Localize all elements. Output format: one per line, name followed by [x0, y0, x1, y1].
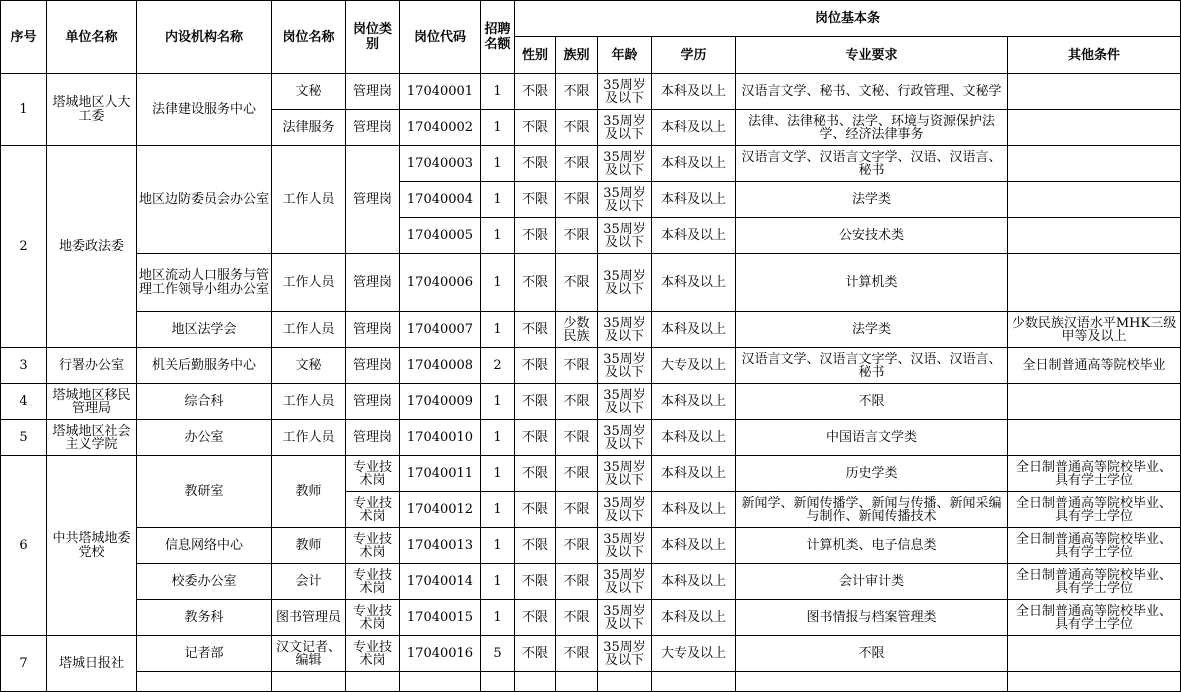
cell-post: 教师: [272, 528, 346, 564]
table-row: [1, 564, 1181, 600]
cell-unit: 地委政法委: [47, 146, 137, 348]
cell-age: 35周岁及以下: [598, 348, 652, 384]
cell-empty: [556, 672, 598, 692]
cell-post: 教师: [272, 456, 346, 528]
cell-major: 法律、法律秘书、法学、环境与资源保护法学、经济法律事务: [736, 110, 1008, 146]
cell-age: 35周岁及以下: [598, 456, 652, 492]
cell-ethnic: 不限: [556, 564, 598, 600]
cell-major: 汉语言文学、汉语言文字学、汉语、汉语言、秘书: [736, 146, 1008, 182]
cell-major: 计算机类: [736, 254, 1008, 312]
cell-major: 汉语言文学、秘书、文秘、行政管理、文秘学: [736, 74, 1008, 110]
cell-other: [1008, 384, 1181, 420]
table-row: [1, 636, 1181, 672]
cell-code: 17040009: [400, 384, 481, 420]
cell-dept: 法律建设服务中心: [137, 74, 272, 146]
cell-gender: 不限: [515, 182, 556, 218]
cell-major: 中国语言文学类: [736, 420, 1008, 456]
cell-quota: 1: [481, 312, 515, 348]
table-row: [1, 348, 1181, 384]
cell-unit: 中共塔城地委党校: [47, 456, 137, 636]
cell-other: [1008, 420, 1181, 456]
cell-code: 17040002: [400, 110, 481, 146]
cell-edu: 本科及以上: [652, 456, 736, 492]
table-row: [1, 384, 1181, 420]
cell-major: 法学类: [736, 182, 1008, 218]
cell-empty: [1008, 672, 1181, 692]
cell-other: 全日制普通高等院校毕业、具有学士学位: [1008, 564, 1181, 600]
header-basic: 岗位基本条: [515, 1, 1181, 37]
cell-quota: 1: [481, 384, 515, 420]
cell-edu: 本科及以上: [652, 254, 736, 312]
cell-code: 17040006: [400, 254, 481, 312]
cell-age: 35周岁及以下: [598, 636, 652, 672]
cell-ethnic: 不限: [556, 636, 598, 672]
cell-post: 法律服务: [272, 110, 346, 146]
cell-empty: [736, 672, 1008, 692]
cell-quota: 2: [481, 348, 515, 384]
cell-major: 法学类: [736, 312, 1008, 348]
header-ethnic: 族别: [556, 37, 598, 74]
cell-age: 35周岁及以下: [598, 74, 652, 110]
cell-edu: 大专及以上: [652, 636, 736, 672]
cell-other: 全日制普通高等院校毕业: [1008, 348, 1181, 384]
header-post-code: 岗位代码: [400, 1, 481, 74]
cell-age: 35周岁及以下: [598, 384, 652, 420]
cell-seq: 3: [1, 348, 47, 384]
cell-empty: [346, 672, 400, 692]
header-other: 其他条件: [1008, 37, 1181, 74]
table-row: [1, 528, 1181, 564]
table-row: [1, 672, 1181, 692]
cell-edu: 本科及以上: [652, 600, 736, 636]
cell-age: 35周岁及以下: [598, 110, 652, 146]
cell-empty: [272, 672, 346, 692]
cell-type: 管理岗: [346, 384, 400, 420]
cell-quota: 1: [481, 564, 515, 600]
cell-dept: 地区边防委员会办公室: [137, 146, 272, 254]
cell-code: 17040007: [400, 312, 481, 348]
cell-age: 35周岁及以下: [598, 312, 652, 348]
cell-gender: 不限: [515, 312, 556, 348]
cell-other: [1008, 636, 1181, 672]
header-dept: 内设机构名称: [137, 1, 272, 74]
cell-dept: 教务科: [137, 600, 272, 636]
cell-ethnic: 不限: [556, 456, 598, 492]
header-post-type: 岗位类别: [346, 1, 400, 74]
cell-gender: 不限: [515, 348, 556, 384]
header-unit: 单位名称: [47, 1, 137, 74]
cell-other: [1008, 110, 1181, 146]
cell-empty: [598, 672, 652, 692]
cell-age: 35周岁及以下: [598, 564, 652, 600]
table-row: [1, 600, 1181, 636]
table-row: [1, 312, 1181, 348]
cell-age: 35周岁及以下: [598, 492, 652, 528]
cell-gender: 不限: [515, 74, 556, 110]
cell-edu: 本科及以上: [652, 110, 736, 146]
cell-seq: 1: [1, 74, 47, 146]
table-row: [1, 420, 1181, 456]
cell-quota: 1: [481, 420, 515, 456]
cell-edu: 本科及以上: [652, 528, 736, 564]
header-seq: 序号: [1, 1, 47, 74]
cell-seq: 5: [1, 420, 47, 456]
cell-edu: 本科及以上: [652, 492, 736, 528]
cell-unit: 塔城日报社: [47, 636, 137, 692]
cell-post: 工作人员: [272, 146, 346, 254]
cell-gender: 不限: [515, 146, 556, 182]
table-row: [1, 254, 1181, 312]
cell-quota: 1: [481, 456, 515, 492]
cell-major: 新闻学、新闻传播学、新闻与传播、新闻采编与制作、新闻传播技术: [736, 492, 1008, 528]
cell-type: 专业技术岗: [346, 456, 400, 492]
header-gender: 性别: [515, 37, 556, 74]
cell-post: 工作人员: [272, 384, 346, 420]
cell-edu: 大专及以上: [652, 348, 736, 384]
cell-post: 文秘: [272, 348, 346, 384]
cell-age: 35周岁及以下: [598, 600, 652, 636]
cell-unit: 行署办公室: [47, 348, 137, 384]
cell-empty: [652, 672, 736, 692]
cell-type: 管理岗: [346, 348, 400, 384]
cell-ethnic: 不限: [556, 218, 598, 254]
cell-major: 会计审计类: [736, 564, 1008, 600]
cell-edu: 本科及以上: [652, 182, 736, 218]
cell-post: 工作人员: [272, 254, 346, 312]
table-row: [1, 74, 1181, 110]
header-age: 年龄: [598, 37, 652, 74]
cell-gender: 不限: [515, 564, 556, 600]
cell-ethnic: 不限: [556, 348, 598, 384]
cell-gender: 不限: [515, 528, 556, 564]
cell-type: 管理岗: [346, 312, 400, 348]
cell-ethnic: 不限: [556, 182, 598, 218]
cell-ethnic: 不限: [556, 528, 598, 564]
cell-age: 35周岁及以下: [598, 528, 652, 564]
cell-empty: [515, 672, 556, 692]
cell-major: 历史学类: [736, 456, 1008, 492]
cell-quota: 1: [481, 182, 515, 218]
cell-edu: 本科及以上: [652, 384, 736, 420]
cell-other: 全日制普通高等院校毕业、具有学士学位: [1008, 456, 1181, 492]
header-edu: 学历: [652, 37, 736, 74]
cell-dept: 综合科: [137, 384, 272, 420]
header-major: 专业要求: [736, 37, 1008, 74]
cell-code: 17040001: [400, 74, 481, 110]
cell-type: 管理岗: [346, 146, 400, 254]
cell-unit: 塔城地区社会主义学院: [47, 420, 137, 456]
cell-quota: 1: [481, 146, 515, 182]
cell-seq: 6: [1, 456, 47, 636]
cell-edu: 本科及以上: [652, 146, 736, 182]
cell-empty: [481, 672, 515, 692]
cell-code: 17040013: [400, 528, 481, 564]
cell-age: 35周岁及以下: [598, 218, 652, 254]
cell-gender: 不限: [515, 492, 556, 528]
cell-ethnic: 不限: [556, 420, 598, 456]
cell-major: 公安技术类: [736, 218, 1008, 254]
cell-code: 17040003: [400, 146, 481, 182]
cell-code: 17040012: [400, 492, 481, 528]
cell-seq: 4: [1, 384, 47, 420]
cell-age: 35周岁及以下: [598, 420, 652, 456]
cell-type: 管理岗: [346, 420, 400, 456]
cell-quota: 5: [481, 636, 515, 672]
cell-edu: 本科及以上: [652, 312, 736, 348]
cell-other: 全日制普通高等院校毕业、具有学士学位: [1008, 600, 1181, 636]
header-quota: 招聘名额: [481, 1, 515, 74]
cell-gender: 不限: [515, 110, 556, 146]
cell-post: 图书管理员: [272, 600, 346, 636]
cell-ethnic: 不限: [556, 254, 598, 312]
cell-major: 不限: [736, 384, 1008, 420]
cell-gender: 不限: [515, 218, 556, 254]
cell-type: 专业技术岗: [346, 636, 400, 672]
cell-ethnic: 少数民族: [556, 312, 598, 348]
cell-edu: 本科及以上: [652, 218, 736, 254]
cell-quota: 1: [481, 492, 515, 528]
cell-other: [1008, 254, 1181, 312]
cell-other: [1008, 74, 1181, 110]
cell-dept: 记者部: [137, 636, 272, 672]
cell-ethnic: 不限: [556, 600, 598, 636]
cell-post: 工作人员: [272, 420, 346, 456]
cell-gender: 不限: [515, 254, 556, 312]
cell-ethnic: 不限: [556, 384, 598, 420]
cell-ethnic: 不限: [556, 492, 598, 528]
cell-quota: 1: [481, 218, 515, 254]
cell-gender: 不限: [515, 420, 556, 456]
table-row: [1, 146, 1181, 182]
cell-seq: 2: [1, 146, 47, 348]
cell-dept: 信息网络中心: [137, 528, 272, 564]
cell-dept: 地区流动人口服务与管理工作领导小组办公室: [137, 254, 272, 312]
cell-ethnic: 不限: [556, 110, 598, 146]
cell-other: [1008, 182, 1181, 218]
cell-ethnic: 不限: [556, 146, 598, 182]
cell-gender: 不限: [515, 384, 556, 420]
cell-quota: 1: [481, 528, 515, 564]
cell-other: [1008, 218, 1181, 254]
cell-code: 17040015: [400, 600, 481, 636]
cell-dept: 地区法学会: [137, 312, 272, 348]
cell-age: 35周岁及以下: [598, 146, 652, 182]
cell-type: 管理岗: [346, 110, 400, 146]
cell-dept: 校委办公室: [137, 564, 272, 600]
cell-post: 会计: [272, 564, 346, 600]
cell-code: 17040005: [400, 218, 481, 254]
cell-post: 文秘: [272, 74, 346, 110]
cell-age: 35周岁及以下: [598, 182, 652, 218]
cell-edu: 本科及以上: [652, 564, 736, 600]
cell-unit: 塔城地区人大工委: [47, 74, 137, 146]
cell-other: 少数民族汉语水平MHK三级甲等及以上: [1008, 312, 1181, 348]
cell-type: 管理岗: [346, 74, 400, 110]
cell-code: 17040011: [400, 456, 481, 492]
cell-gender: 不限: [515, 456, 556, 492]
cell-type: 专业技术岗: [346, 600, 400, 636]
cell-other: 全日制普通高等院校毕业、具有学士学位: [1008, 492, 1181, 528]
table-row: [1, 456, 1181, 492]
cell-code: 17040014: [400, 564, 481, 600]
cell-dept: 教研室: [137, 456, 272, 528]
cell-gender: 不限: [515, 600, 556, 636]
cell-empty: [137, 672, 272, 692]
cell-quota: 1: [481, 110, 515, 146]
cell-code: 17040010: [400, 420, 481, 456]
cell-quota: 1: [481, 254, 515, 312]
cell-post: 工作人员: [272, 312, 346, 348]
cell-type: 专业技术岗: [346, 564, 400, 600]
cell-quota: 1: [481, 74, 515, 110]
cell-major: 不限: [736, 636, 1008, 672]
cell-edu: 本科及以上: [652, 74, 736, 110]
cell-code: 17040004: [400, 182, 481, 218]
cell-code: 17040008: [400, 348, 481, 384]
cell-quota: 1: [481, 600, 515, 636]
cell-dept: 办公室: [137, 420, 272, 456]
cell-type: 专业技术岗: [346, 528, 400, 564]
cell-type: 专业技术岗: [346, 492, 400, 528]
cell-gender: 不限: [515, 636, 556, 672]
cell-major: 图书情报与档案管理类: [736, 600, 1008, 636]
cell-post: 汉文记者、编辑: [272, 636, 346, 672]
cell-empty: [400, 672, 481, 692]
cell-major: 汉语言文学、汉语言文字学、汉语、汉语言、秘书: [736, 348, 1008, 384]
cell-edu: 本科及以上: [652, 420, 736, 456]
cell-code: 17040016: [400, 636, 481, 672]
cell-dept: 机关后勤服务中心: [137, 348, 272, 384]
cell-unit: 塔城地区移民管理局: [47, 384, 137, 420]
cell-major: 计算机类、电子信息类: [736, 528, 1008, 564]
cell-age: 35周岁及以下: [598, 254, 652, 312]
cell-type: 管理岗: [346, 254, 400, 312]
cell-seq: 7: [1, 636, 47, 692]
cell-other: [1008, 146, 1181, 182]
cell-ethnic: 不限: [556, 74, 598, 110]
cell-other: 全日制普通高等院校毕业、具有学士学位: [1008, 528, 1181, 564]
header-post: 岗位名称: [272, 1, 346, 74]
